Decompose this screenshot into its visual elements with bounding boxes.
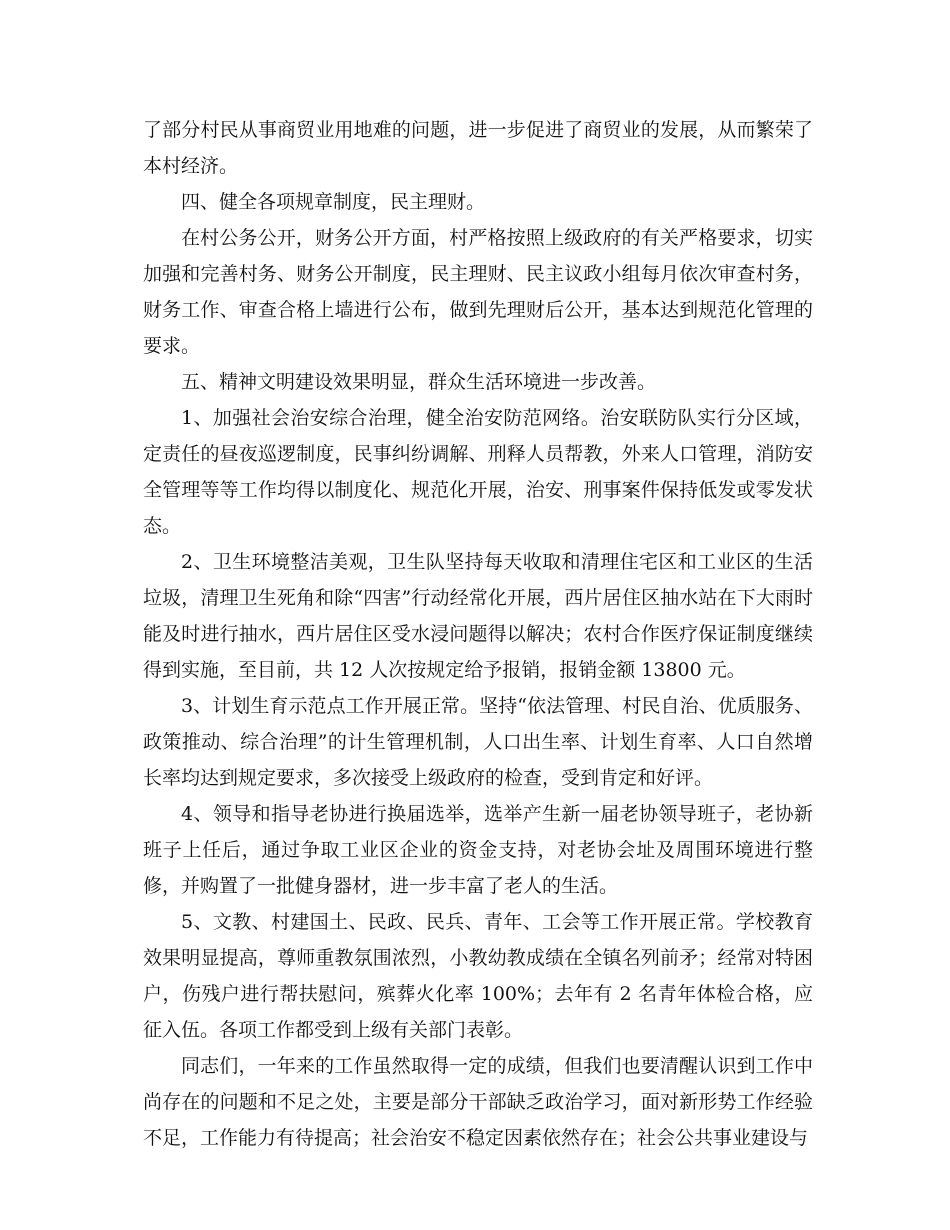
- section-heading-5: 五、精神文明建设效果明显，群众生活环境进一步改善。: [181, 371, 657, 393]
- list-item-5: 5、文教、村建国土、民政、民兵、青年、工会等工作开展正常。学校教育效果明显提高，尊师重教氛围浓烈，小教幼教成绩在全镇名列前矛；经常对特困户，伤残户进行帮扶慰问，殡葬火化率 100%；去年有 2 名青年体检合格，应征入伍。各项工作都受到上级有关部门表彰。: [143, 911, 813, 1041]
- list-item-2: 2、卫生环境整洁美观，卫生队坚持每天收取和清理住宅区和工业区的生活垃圾，清理卫生死角和除“四害”行动经常化开展，西片居住区抽水站在下大雨时能及时进行抽水，西片居住区受水浸问题得以解决；农村合作医疗保证制度继续得到实施，至目前，共 12 人次按规定给予报销，报销金额 13800 元。: [143, 551, 813, 681]
- document-body: [143, 112, 813, 1156]
- paragraph-continuation: 了部分村民从事商贸业用地难的问题，进一步促进了商贸业的发展，从而繁荣了本村经济。: [143, 119, 813, 177]
- paragraph-public-affairs: 在村公务公开，财务公开方面，村严格按照上级政府的有关严格要求，切实加强和完善村务、财务公开制度，民主理财、民主议政小组每月依次审查村务，财务工作、审查合格上墙进行公布，做到先理财后公开，基本达到规范化管理的要求。: [143, 227, 813, 357]
- list-item-4: 4、领导和指导老协进行换届选举，选举产生新一届老协领导班子，老协新班子上任后，通过争取工业区企业的资金支持，对老协会址及周围环境进行整修，并购置了一批健身器材，进一步丰富了老人的生活。: [143, 803, 813, 897]
- section-heading-4: 四、健全各项规章制度，民主理财。: [181, 191, 486, 213]
- list-item-1: 1、加强社会治安综合治理，健全治安防范网络。治安联防队实行分区域，定责任的昼夜巡逻制度，民事纠纷调解、刑释人员帮教，外来人口管理，消防安全管理等等工作均得以制度化、规范化开展，治安、刑事案件保持低发或零发状态。: [143, 407, 813, 537]
- paragraph-conclusion: 同志们，一年来的工作虽然取得一定的成绩，但我们也要清醒认识到工作中尚存在的问题和不足之处，主要是部分干部缺乏政治学习，面对新形势工作经验不足，工作能力有待提高；社会治安不稳定因素依然存在；社会公共事业建设与: [143, 1055, 813, 1149]
- list-item-3: 3、计划生育示范点工作开展正常。坚持“依法管理、村民自治、优质服务、政策推动、综合治理”的计生管理机制，人口出生率、计划生育率、人口自然增长率均达到规定要求，多次接受上级政府的检查，受到肯定和好评。: [143, 695, 813, 789]
